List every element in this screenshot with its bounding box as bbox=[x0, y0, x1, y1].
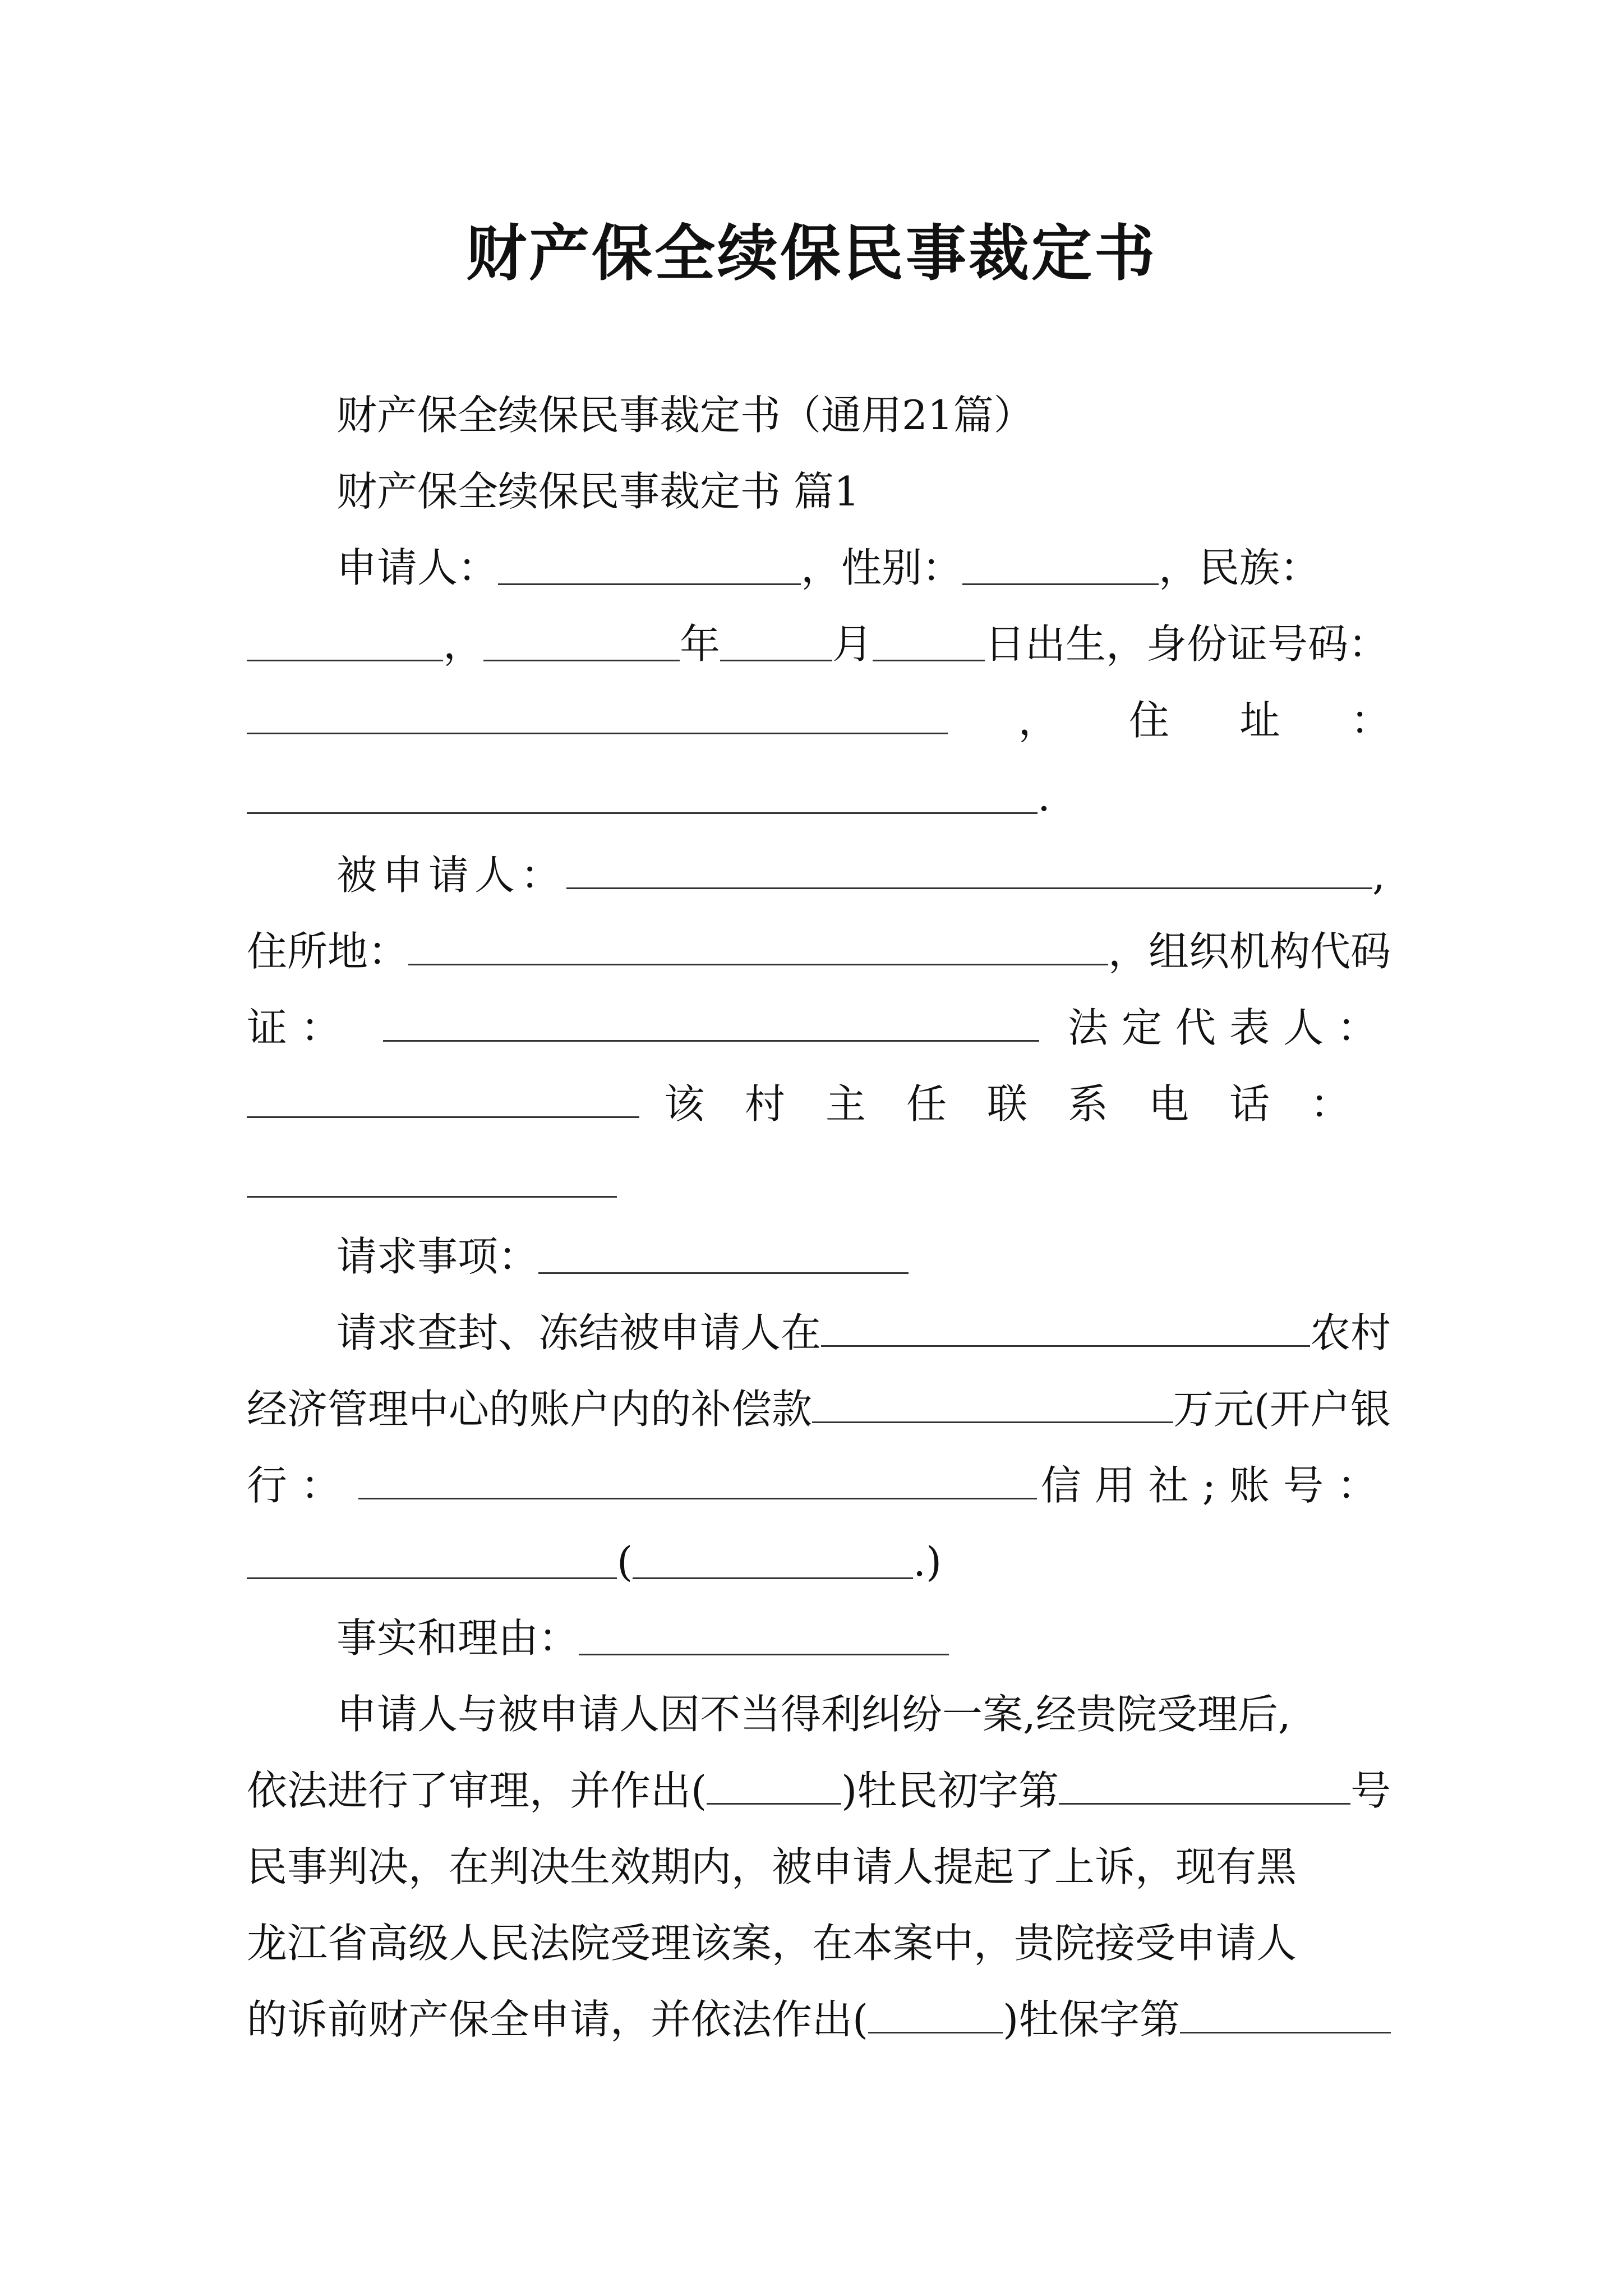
facts-heading-line bbox=[336, 1610, 1391, 1666]
org-code-blank bbox=[383, 1000, 1039, 1042]
domicile-label: 住所地： bbox=[247, 928, 409, 975]
birth-line: ， 年 月 日出生，身份证号码： bbox=[247, 616, 1391, 672]
year-blank bbox=[483, 619, 680, 661]
phone-blank-line bbox=[247, 1152, 1391, 1208]
preserve-number-blank bbox=[1180, 1991, 1391, 2033]
address-line: ， 住 址 ： bbox=[247, 692, 1391, 748]
account-label: 信用社;账号： bbox=[1040, 1462, 1391, 1509]
address-label-1: 住 bbox=[1128, 697, 1169, 744]
applicant-label: 申请人： bbox=[336, 544, 499, 591]
address-blank bbox=[247, 772, 1038, 814]
applicant-line bbox=[336, 540, 1391, 596]
domicile-line bbox=[247, 923, 1391, 979]
respondent-blank bbox=[566, 847, 1372, 889]
ethnicity-label: ，民族： bbox=[1159, 544, 1321, 591]
account-name-blank bbox=[633, 1537, 913, 1579]
day-blank bbox=[873, 619, 985, 661]
case-number-blank bbox=[1059, 1763, 1350, 1805]
org-code-label: ，组织机构代码 bbox=[1108, 928, 1391, 975]
ethnicity-blank bbox=[247, 619, 443, 661]
phone-blank bbox=[247, 1156, 617, 1198]
request-line-4: ( .) bbox=[247, 1534, 1391, 1590]
legal-rep-label: 法定代表人： bbox=[1067, 1004, 1391, 1051]
facts-blank bbox=[579, 1613, 949, 1655]
facts-para-line-2: 依法进行了审理，并作出( )牡民初字第 号 bbox=[247, 1763, 1391, 1819]
respondent-line: 被申请人： , bbox=[336, 847, 1391, 903]
year-code-blank bbox=[707, 1763, 841, 1805]
facts-para-line-5: 的诉前财产保全申请，并依法作出( )牡保字第 bbox=[247, 1991, 1391, 2047]
facts-label: 事实和理由： bbox=[336, 1614, 579, 1662]
subtitle: 财产保全续保民事裁定书（通用21篇） bbox=[336, 392, 1034, 439]
request-label: 请求事项： bbox=[336, 1233, 539, 1280]
preserve-year-blank bbox=[868, 1991, 1003, 2033]
address-blank-line: . bbox=[247, 769, 1391, 825]
facts-para-line-1: 申请人与被申请人因不当得利纠纷一案,经贵院受理后, bbox=[336, 1691, 1291, 1738]
facts-para-line-3: 民事判决，在判决生效期内，被申请人提起了上诉，现有黑 bbox=[247, 1843, 1297, 1890]
section-heading: 财产保全续保民事裁定书 篇1 bbox=[336, 468, 860, 515]
facts-para-line-4: 龙江省高级人民法院受理该案，在本案中，贵院接受申请人 bbox=[247, 1920, 1297, 1967]
gender-label: ，性别： bbox=[801, 544, 963, 591]
applicant-blank bbox=[498, 543, 801, 585]
request-line-1: 请求查封、冻结被申请人在 农村 bbox=[336, 1305, 1391, 1361]
page-title: 财产保全续保民事裁定书 bbox=[465, 218, 1157, 289]
contact-label: 该村主任联系电话： bbox=[663, 1080, 1391, 1128]
request-heading-line bbox=[336, 1228, 1391, 1285]
month-blank bbox=[720, 619, 832, 661]
request-blank bbox=[538, 1232, 909, 1274]
account-blank bbox=[247, 1537, 617, 1579]
address-label-2: 址 bbox=[1239, 697, 1280, 744]
legal-rep-line bbox=[247, 1000, 1391, 1056]
gender-blank bbox=[962, 543, 1159, 585]
village-blank bbox=[821, 1305, 1310, 1347]
id-number-blank bbox=[247, 692, 948, 734]
cert-label: 证： bbox=[247, 1004, 355, 1051]
bank-blank bbox=[358, 1457, 1037, 1499]
legal-rep-blank bbox=[247, 1076, 639, 1118]
respondent-label: 被申请人： bbox=[336, 852, 567, 899]
request-line-3: 行： 信用社;账号： bbox=[247, 1457, 1391, 1513]
domicile-blank bbox=[408, 923, 1108, 965]
contact-line bbox=[247, 1076, 1391, 1132]
request-line-2: 经济管理中心的账户内的补偿款 万元(开户银 bbox=[247, 1381, 1391, 1437]
id-number-label: 日出生，身份证号码： bbox=[985, 620, 1389, 668]
amount-blank bbox=[812, 1381, 1173, 1423]
